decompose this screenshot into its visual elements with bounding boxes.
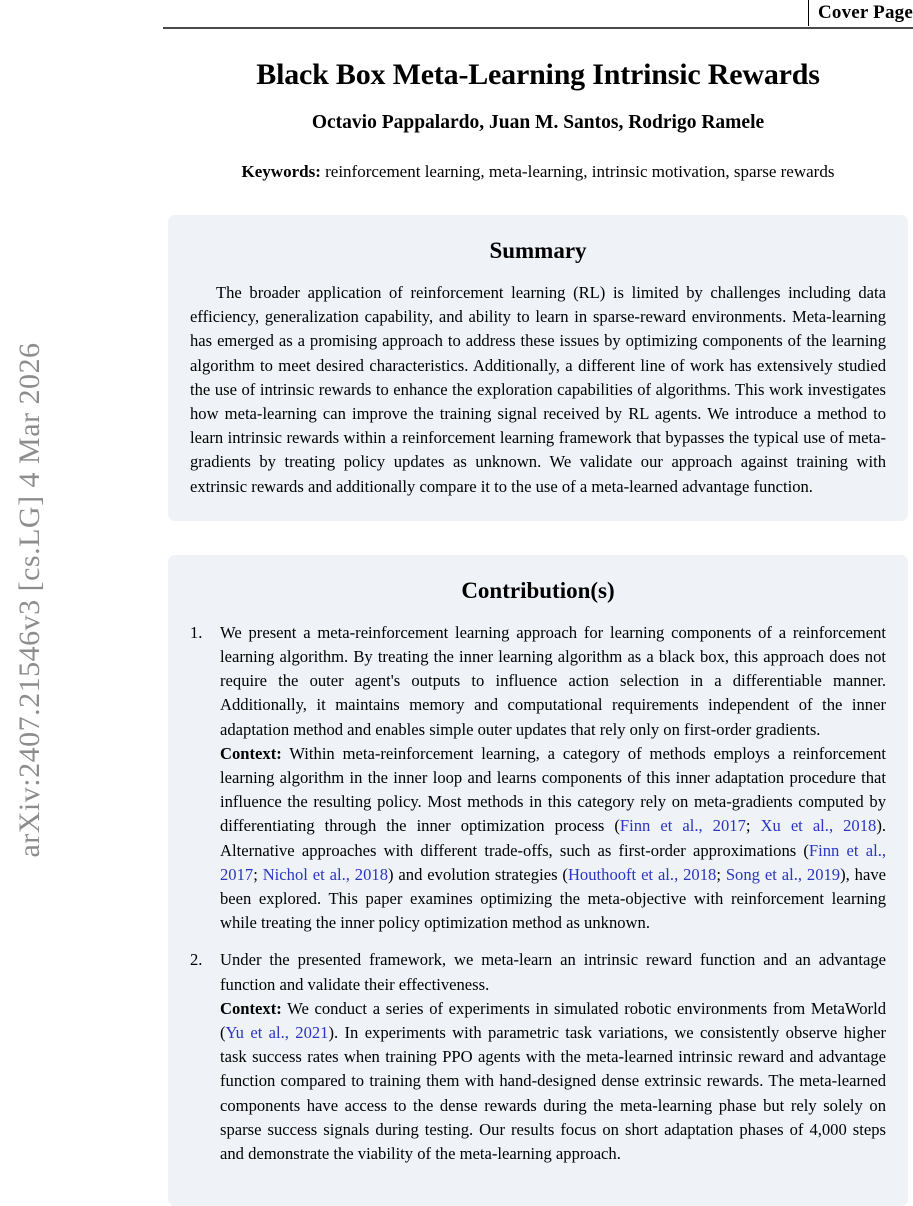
summary-section — [168, 215, 908, 521]
contributions-section — [168, 555, 908, 1206]
header-divider — [808, 0, 809, 26]
contribution-item-number: 2. — [190, 950, 203, 970]
summary-text: The broader application of reinforcement learning (RL) is limited by challenges including data efficiency, generalization capability, and ability to learn in sparse-reward environments. Meta-learning has emerged as a promising approach to address these issues by optimizing components of the learning algorithm to meet desired characteristics. Additionally, a different line of work has extensively studied the use of intrinsic rewards to enhance the exploration capabilities of algorithms. This work investigates how meta-learning can improve the training signal received by RL agents. We introduce a method to learn intrinsic rewards within a reinforcement learning framework that bypasses the typical use of meta-gradients by treating policy updates as unknown. We validate our approach against training with extrinsic rewards and additionally compare it to the use of a meta-learned advantage function. — [190, 283, 886, 496]
context-text: ), have been explored. This paper examines optimizing the meta-objective with reinforcement learning while treating the inner policy optimization method as unknown. — [220, 864, 886, 933]
citation-link[interactable]: Houthooft et al., 2018 — [567, 864, 717, 884]
contribution-context-label: Context: — [220, 743, 282, 763]
context-text: Within meta-reinforcement learning, a category of methods employs a reinforcement learning algorithm in the inner loop and learns components of this inner adaptation procedure that influence the resulting policy. Most methods in this category rely on meta-gradients computed by differentiating through the inner optimization process ( — [220, 743, 886, 836]
arxiv-stamp — [0, 0, 60, 1200]
citation-link[interactable]: Yu et al., 2021 — [225, 1023, 329, 1043]
citation-link[interactable]: Finn et al., 2017 — [220, 840, 886, 884]
context-text: ; — [716, 864, 726, 884]
running-header-title: Cover Page — [817, 2, 913, 23]
contribution-context — [220, 997, 886, 1166]
contribution-item-text: We present a meta-reinforcement learning approach for learning components of a reinforcement learning algorithm. By treating the inner learning algorithm as a black box, this approach does not require the outer agent's outputs to influence action selection in a differentiable manner. Additionally, it maintains memory and computational requirements independent of the inner adaptation method and enables simple outer updates that rely only on first-order gradients. — [220, 622, 886, 739]
citation-link[interactable]: Xu et al., 2018 — [760, 816, 877, 836]
arxiv-stamp-text: arXiv:2407.21546v3 [cs.LG] 4 Mar 2026 — [13, 342, 46, 858]
contribution-context-label: Context: — [220, 998, 282, 1018]
contribution-item — [190, 948, 886, 1166]
contribution-item-number: 1. — [190, 622, 203, 642]
context-text: ). In experiments with parametric task variations, we consistently observe higher task success rates when training PPO agents with the meta-learned intrinsic reward and advantage function compared to training them with hand-designed dense extrinsic rewards. The meta-learned components have access to the dense rewards during the meta-learning phase but rely solely on sparse success signals during testing. Our results focus on short adaptation phases of 4,000 steps and demonstrate the viability of the meta-learning approach. — [220, 1023, 886, 1164]
keywords-line — [173, 161, 903, 183]
context-text: We conduct a series of experiments in simulated robotic environments from MetaWorld ( — [220, 998, 886, 1043]
contribution-context — [220, 742, 886, 936]
citation-link[interactable]: Nichol et al., 2018 — [262, 864, 388, 884]
running-header — [163, 0, 913, 34]
title-block — [163, 34, 913, 183]
context-text: ; — [745, 816, 761, 836]
contributions-heading: Contribution(s) — [461, 577, 615, 603]
contributions-list — [190, 621, 886, 1166]
keywords-value: reinforcement learning, meta-learning, intrinsic motivation, sparse rewards — [320, 162, 835, 181]
citation-link[interactable]: Finn et al., 2017 — [619, 816, 746, 836]
contribution-item-text: Under the presented framework, we meta-learn an intrinsic reward function and an advantage function and validate their effectiveness. — [220, 950, 886, 994]
citation-link[interactable]: Song et al., 2019 — [725, 864, 841, 884]
summary-heading: Summary — [489, 238, 587, 263]
header-horizontal-rule — [163, 27, 913, 29]
author-list: Octavio Pappalardo, Juan M. Santos, Rodrigo Ramele — [311, 112, 765, 133]
context-text: ). Alternative approaches with different trade-offs, such as first-order approximations ( — [220, 816, 886, 860]
page-content-column — [163, 0, 913, 1200]
keywords-label: Keywords: — [241, 162, 321, 181]
page-title: Black Box Meta-Learning Intrinsic Rewards — [256, 58, 820, 91]
contribution-item — [190, 621, 886, 936]
context-text: ) and evolution strategies ( — [388, 864, 568, 884]
context-text: ; — [253, 864, 263, 884]
